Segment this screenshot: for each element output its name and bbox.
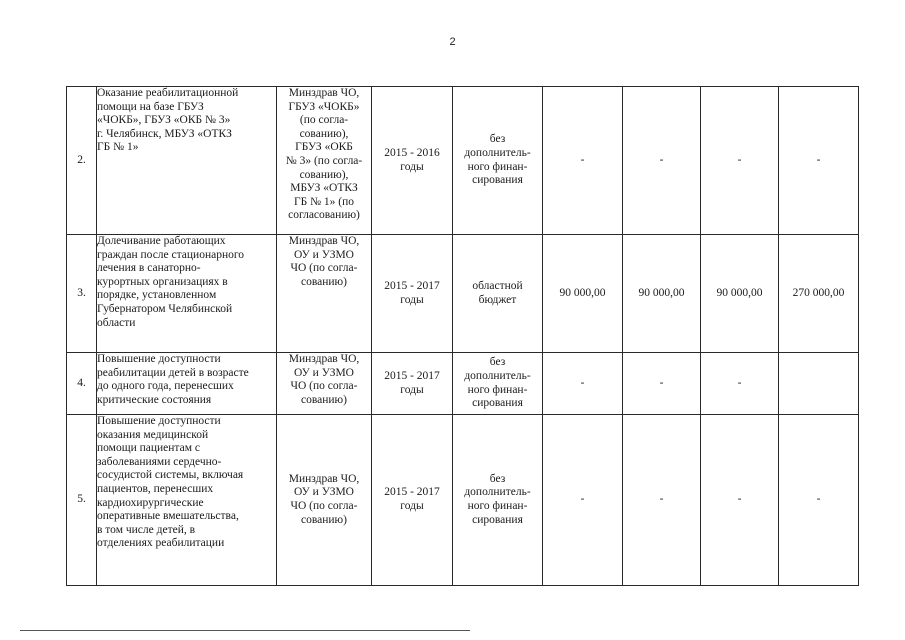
financing-source-cell [453,415,543,586]
financing-source-cell [453,235,543,353]
amount-text: 90 000,00 [716,286,763,299]
row-number [67,87,97,235]
amount-cell [701,353,779,415]
table-row [67,353,859,415]
measures-table [66,86,859,586]
amount-text: - [659,376,664,389]
period-cell [372,235,453,353]
period-cell [372,353,453,415]
executors-text: Минздрав ЧО, ОУ и УЗМО ЧО (по согла- сованию) [288,235,360,288]
amount-text: - [737,493,742,506]
financing-source-cell [453,87,543,235]
row-number-text: 5. [77,493,86,506]
financing-source-text: областной бюджет [472,279,523,306]
executors-cell [277,415,372,586]
financing-source-text: без дополнитель- ного финан- сирования [464,133,531,187]
measure-name-text: Повышение доступности оказания медицинской помощи пациентам с заболеваниями сердечно- сосудистой системы, включая пациентов, перенесших кардиохирургические оперативные вмешательства, в том числе детей, в отделениях реабилитации [97,415,244,550]
row-number-text: 4. [77,376,86,389]
amount-cell [543,87,623,235]
amount-text: - [580,153,585,166]
amount-cell [701,415,779,586]
page-number: 2 [449,36,456,48]
period-text: 2015 - 2016 годы [384,146,440,173]
measure-name-text: Повышение доступности реабилитации детей в возрасте до одного года, перенесших критические состояния [97,353,249,406]
measure-name-text: Оказание реабилитационной помощи на базе ГБУЗ «ЧОКБ», ГБУЗ «ОКБ № 3» г. Челябинск, МБУЗ «ОТКЗ ГБ № 1» [97,87,239,154]
executors-cell [277,87,372,235]
financing-source-text: без дополнитель- ного финан- сирования [464,356,531,410]
table-row [67,415,859,586]
amount-text: - [816,493,821,506]
table-row [67,87,859,235]
executors-text: Минздрав ЧО, ОУ и УЗМО ЧО (по согла- сованию) [288,472,360,526]
amount-text: 270 000,00 [792,286,845,299]
financing-source-cell [453,353,543,415]
amount-text: 90 000,00 [559,286,606,299]
row-number-text: 2. [77,153,86,166]
measure-name [97,353,277,415]
amount-cell [623,353,701,415]
financing-source-text: без дополнитель- ного финан- сирования [464,472,531,526]
period-text: 2015 - 2017 годы [384,369,440,396]
measure-name [97,415,277,586]
footer-divider [20,630,470,631]
amount-text: - [659,493,664,506]
amount-text: - [816,153,821,166]
amount-text: - [580,493,585,506]
executors-text: Минздрав ЧО, ОУ и УЗМО ЧО (по согла- сованию) [288,353,360,406]
executors-cell [277,235,372,353]
amount-text: - [659,153,664,166]
period-text: 2015 - 2017 годы [384,486,440,512]
period-cell [372,415,453,586]
measure-name-text: Долечивание работающих граждан после стационарного лечения в санаторно- курортных организациях в порядке, установленном Губернатором Челябинской области [97,235,245,329]
amount-cell [701,235,779,353]
row-number-text: 3. [77,286,86,299]
amount-cell [543,353,623,415]
table-row [67,235,859,353]
amount-cell [779,235,859,353]
measure-name [97,235,277,353]
amount-text: - [737,153,742,166]
row-number [67,235,97,353]
amount-cell [779,87,859,235]
amount-cell [779,415,859,586]
measure-name [97,87,277,235]
executors-text: Минздрав ЧО, ГБУЗ «ЧОКБ» (по согла- сованию), ГБУЗ «ОКБ № 3» (по согла- сованию), МБУЗ «ОТКЗ ГБ № 1» (по согласованию) [285,87,363,222]
amount-text: - [737,376,742,389]
amount-cell [779,353,859,415]
amount-cell [623,235,701,353]
amount-cell [543,235,623,353]
row-number [67,353,97,415]
amount-text: - [580,376,585,389]
period-text: 2015 - 2017 годы [384,279,440,306]
row-number [67,415,97,586]
amount-cell [623,415,701,586]
period-cell [372,87,453,235]
executors-cell [277,353,372,415]
amount-cell [543,415,623,586]
amount-cell [701,87,779,235]
amount-text: 90 000,00 [638,286,685,299]
amount-cell [623,87,701,235]
